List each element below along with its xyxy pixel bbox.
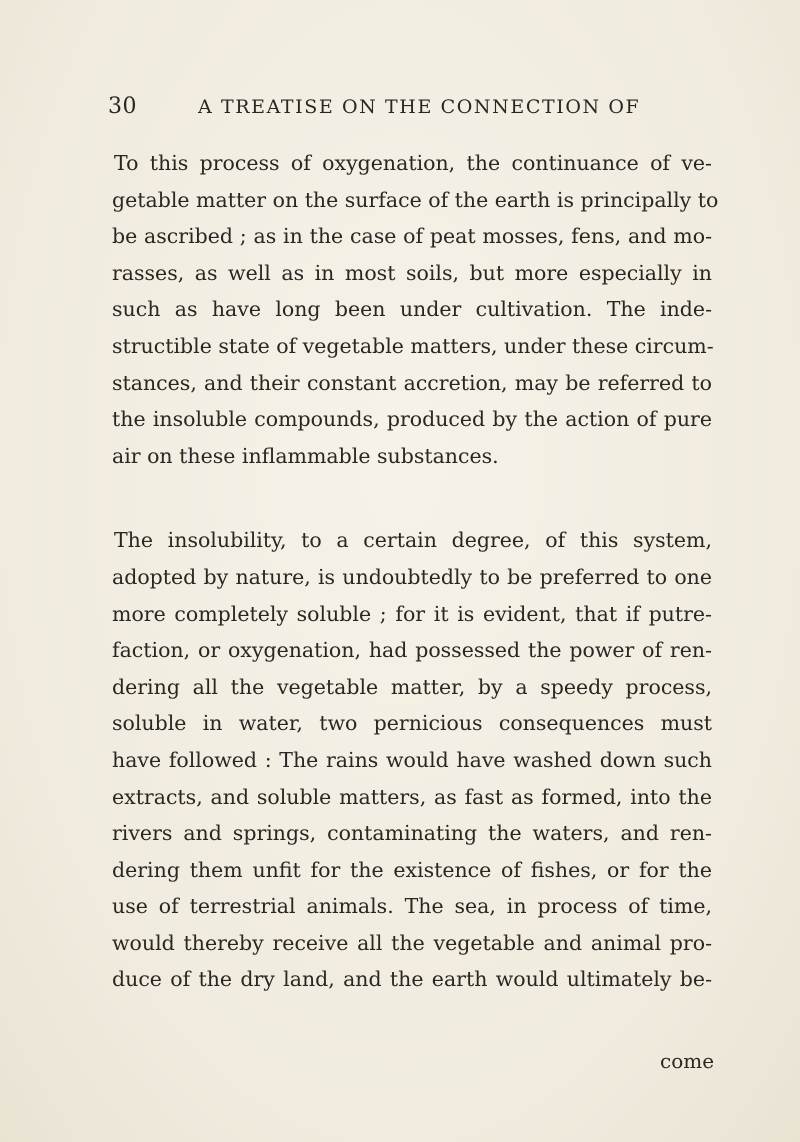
text-line: rasses, as well as in most soils, but more especially in <box>112 260 712 285</box>
text-line: such as have long been under cultivation. The inde- <box>112 297 712 322</box>
text-line: stances, and their constant accretion, may be referred to <box>112 370 712 395</box>
text-line: extracts, and soluble matters, as fast as formed, into the <box>112 784 712 809</box>
catchword: come <box>660 1049 715 1073</box>
paragraph-2 <box>112 522 712 998</box>
text-line: structible state of vegetable matters, under these circum- <box>112 333 714 358</box>
text-line: duce of the dry land, and the earth would ultimately be- <box>112 967 712 992</box>
text-line: dering them unfit for the existence of fishes, or for the <box>112 857 712 882</box>
text-line: dering all the vegetable matter, by a speedy process, <box>112 674 712 699</box>
text-line: adopted by nature, is undoubtedly to be preferred to one <box>112 564 712 589</box>
text-line: the insoluble compounds, produced by the action of pure <box>112 407 712 432</box>
text-line: would thereby receive all the vegetable and animal pro- <box>112 930 712 955</box>
text-line: soluble in water, two pernicious consequences must <box>112 711 712 736</box>
text-line: have followed : The rains would have washed down such <box>112 747 712 772</box>
text-line: be ascribed ; as in the case of peat mosses, fens, and mo- <box>112 224 712 249</box>
page-number: 30 <box>108 94 137 119</box>
text-line: air on these inflammable substances. <box>112 443 499 468</box>
text-line: rivers and springs, contaminating the waters, and ren- <box>112 821 712 846</box>
text-line: faction, or oxygenation, had possessed the power of ren- <box>112 638 712 663</box>
text-line: use of terrestrial animals. The sea, in process of time, <box>112 894 712 919</box>
paragraph-spacer <box>112 474 712 522</box>
body-text <box>112 145 719 998</box>
text-line: The insolubility, to a certain degree, of this system, <box>114 528 712 553</box>
running-head: A TREATISE ON THE CONNECTION OF <box>198 96 641 118</box>
text-line: To this process of oxygenation, the continuance of ve- <box>114 151 712 175</box>
text-line: getable matter on the surface of the earth is principally to <box>112 187 719 212</box>
text-line: more completely soluble ; for it is evident, that if putre- <box>112 601 712 626</box>
paragraph-1 <box>112 145 719 474</box>
page-header <box>104 92 704 122</box>
